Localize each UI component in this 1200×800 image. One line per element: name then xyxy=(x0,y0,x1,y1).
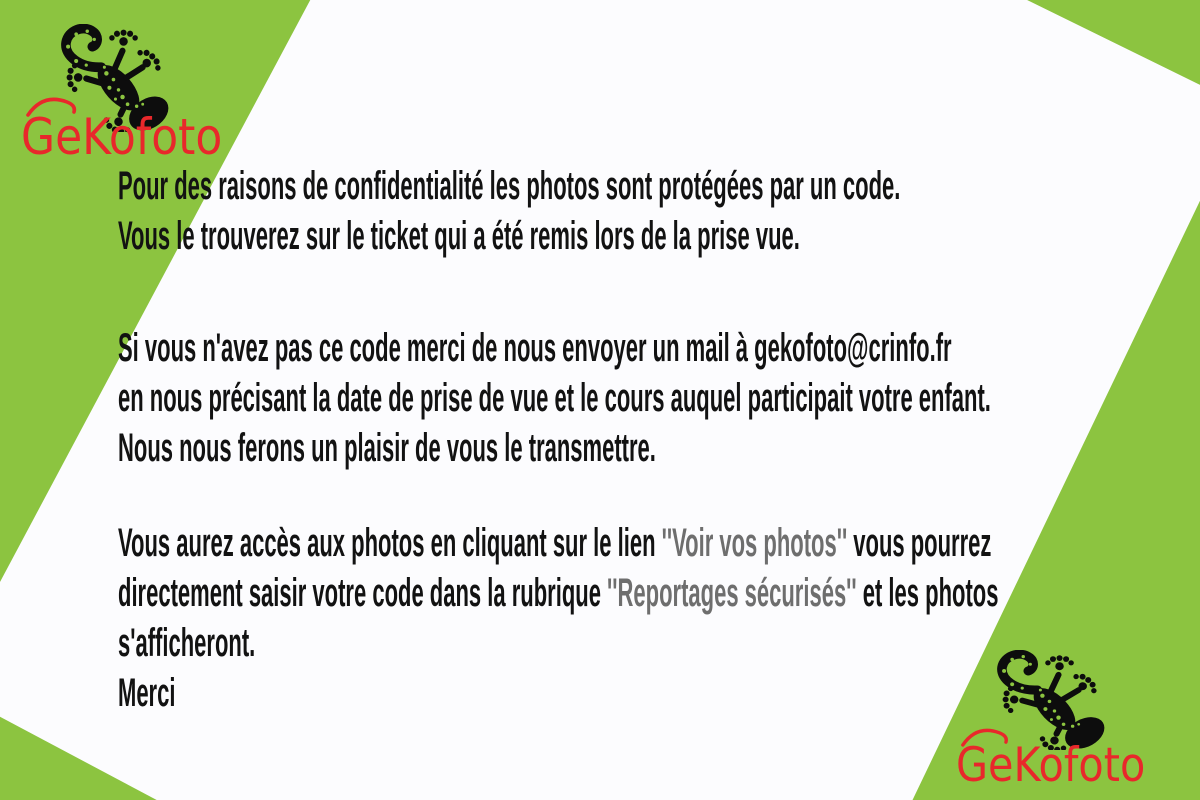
text-segment: vous pourrez xyxy=(847,521,992,565)
text-segment: Vous aurez accès aux photos en cliquant sur le lien xyxy=(118,521,662,565)
message-line xyxy=(118,518,1200,568)
message-line-text: Pour des raisons de confidentialité les photos sont protégées par un code. xyxy=(118,164,901,208)
highlighted-section-label: ''Reportages sécurisés'' xyxy=(607,571,857,615)
message-line xyxy=(118,161,1200,211)
message-line xyxy=(118,568,1200,618)
message-text xyxy=(118,161,1200,718)
message-line-text: Vous le trouverez sur le ticket qui a été remis lors de la prise vue. xyxy=(118,214,800,258)
paragraph-1 xyxy=(118,161,1200,261)
paragraph-2 xyxy=(118,323,1200,473)
message-line xyxy=(118,323,1200,373)
message-line-text: en nous précisant la date de prise de vue et le cours auquel participait votre enfant. xyxy=(118,376,991,420)
message-line-text xyxy=(118,518,991,568)
message-line xyxy=(118,423,1200,473)
highlighted-link-label: ''Voir vos photos'' xyxy=(661,521,848,565)
message-line xyxy=(118,373,1200,423)
text-segment: et les photos xyxy=(856,571,999,615)
text-segment: directement saisir votre code dans la rubrique xyxy=(118,571,608,615)
message-line-text: Merci xyxy=(118,671,176,715)
brand-wordmark: GeKofoto xyxy=(21,108,223,166)
message-line-text xyxy=(118,568,998,618)
message-line xyxy=(118,211,1200,261)
message-line-text: s'afficheront. xyxy=(118,621,256,665)
brand-wordmark: GeKofoto xyxy=(956,738,1146,793)
message-line-text: Si vous n'avez pas ce code merci de nous envoyer un mail à gekofoto@crinfo.fr xyxy=(118,326,952,370)
message-line-text: Nous nous ferons un plaisir de vous le transmettre. xyxy=(118,426,656,470)
